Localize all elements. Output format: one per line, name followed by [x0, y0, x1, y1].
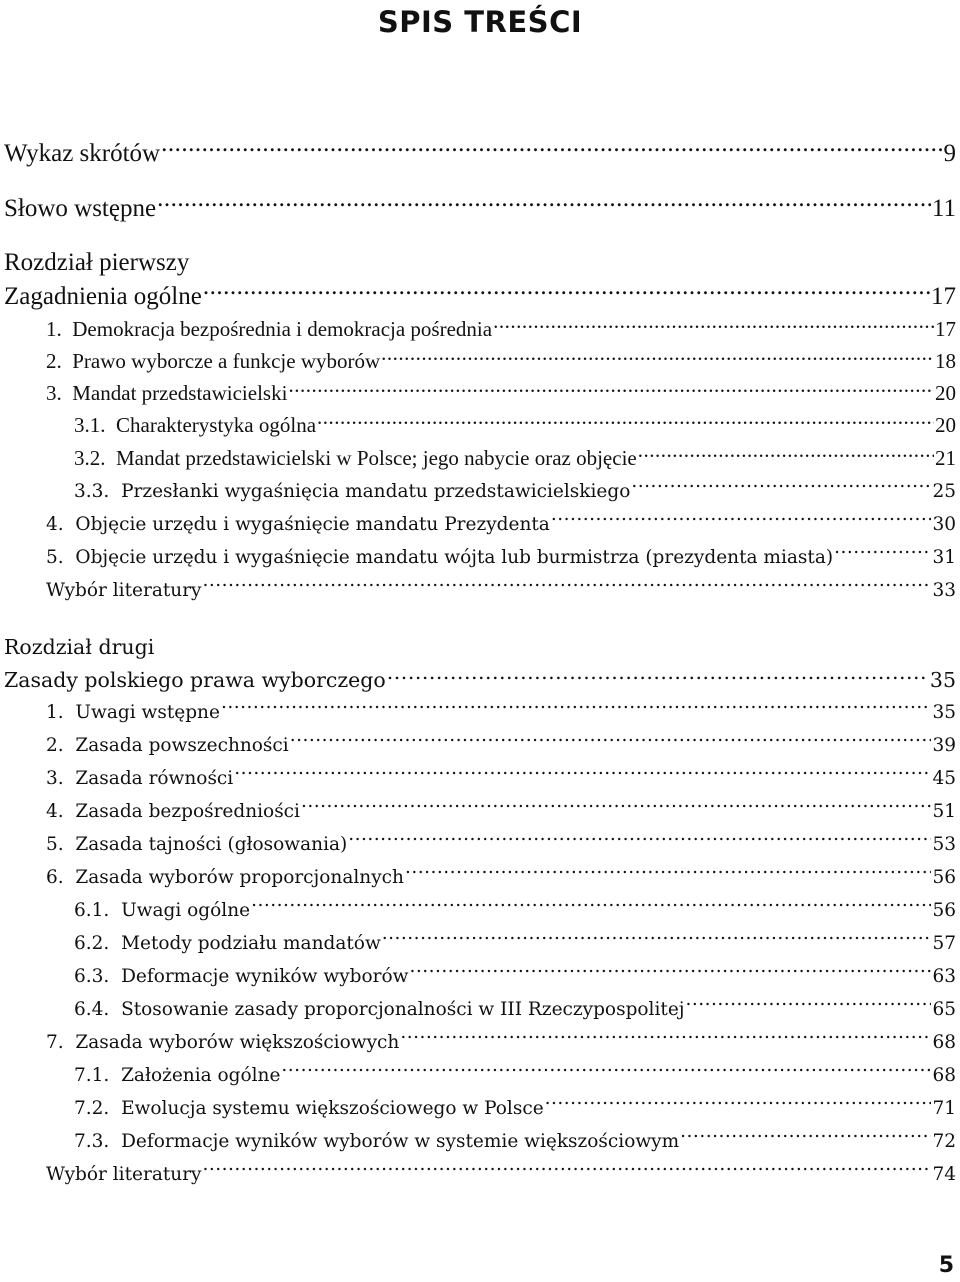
toc-entry-page: 30 — [932, 514, 956, 535]
toc-entry[interactable] — [0, 1061, 960, 1091]
toc-entry-page: 39 — [932, 735, 956, 756]
toc-entry-label: 6.3. Deformacje wyników wyborów — [74, 966, 409, 987]
dot-leader — [551, 512, 932, 531]
toc-entry-page: 68 — [932, 1032, 956, 1053]
toc-entry-page: 20 — [935, 381, 956, 405]
toc-entry[interactable] — [0, 962, 960, 992]
toc-entry[interactable] — [0, 410, 960, 440]
toc-entry-page: 51 — [932, 801, 956, 822]
dot-leader — [680, 1129, 931, 1148]
toc-entry-page: 31 — [932, 547, 956, 568]
toc-entry[interactable] — [0, 995, 960, 1025]
toc-entry-label: 3. Zasada równości — [46, 768, 234, 789]
toc-entry-page: 17 — [935, 317, 956, 341]
toc-entry-page: 9 — [943, 140, 956, 167]
dot-leader — [251, 898, 931, 917]
toc-entry-label: 6. Zasada wyborów proporcjonalnych — [46, 867, 404, 888]
dot-leader — [157, 191, 931, 216]
toc-entry-label: 4. Objęcie urzędu i wygaśnięcie mandatu Prezydenta — [46, 514, 550, 535]
toc-entry-bibliography[interactable] — [0, 576, 960, 606]
dot-leader — [382, 931, 932, 950]
toc-entry-page: 63 — [932, 966, 956, 987]
toc-entry-label: 5. Objęcie urzędu i wygaśnięcie mandatu wójta lub burmistrza (prezydenta miasta) — [46, 547, 834, 568]
toc-entry[interactable] — [0, 1028, 960, 1058]
dot-leader — [301, 799, 931, 818]
toc-entry-page: 17 — [931, 283, 956, 310]
toc-entry-page: 35 — [929, 668, 956, 692]
toc-entry-page: 35 — [932, 702, 956, 723]
toc-entry-page: 33 — [932, 580, 956, 601]
chapter-heading: Rozdział drugi — [4, 635, 155, 659]
toc-entry-label: Wybór literatury — [46, 1164, 202, 1185]
toc-entry-page: 71 — [932, 1098, 956, 1119]
chapter-title-entry[interactable] — [0, 665, 960, 695]
dot-leader — [493, 315, 934, 336]
toc-entry-page: 56 — [932, 900, 956, 921]
toc-entry-page: 11 — [931, 195, 956, 222]
toc-entry-page: 57 — [932, 933, 956, 954]
toc-entry-bibliography[interactable] — [0, 1160, 960, 1190]
toc-entry[interactable] — [0, 477, 960, 507]
toc-entry-page: 65 — [932, 999, 956, 1020]
toc-entry-label: 3. Mandat przedstawicielski — [46, 381, 288, 405]
page-number: 5 — [938, 1253, 954, 1278]
toc-entry[interactable] — [0, 896, 960, 926]
toc-entry-page: 56 — [932, 867, 956, 888]
toc-entry-foreword[interactable] — [0, 191, 960, 226]
toc-entry-page: 25 — [932, 481, 956, 502]
toc-entry-label: 3.2. Mandat przedstawicielski w Polsce; jego nabycie oraz objęcie — [74, 446, 637, 470]
dot-leader — [400, 1030, 931, 1049]
toc-entry-label: 1. Demokracja bezpośrednia i demokracja pośrednia — [46, 317, 493, 341]
toc-entry-label: 7.3. Deformacje wyników wyborów w systemie większościowym — [74, 1131, 680, 1152]
toc-entry-label: 7. Zasada wyborów większościowych — [46, 1032, 400, 1053]
toc-entry-label: 5. Zasada tajności (głosowania) — [46, 834, 348, 855]
toc-entry-label: 6.2. Metody podziału mandatów — [74, 933, 381, 954]
dot-leader — [203, 1162, 932, 1181]
dot-leader — [281, 1063, 931, 1082]
toc-entry-label: 4. Zasada bezpośredniości — [46, 801, 300, 822]
dot-leader — [686, 997, 932, 1016]
dot-leader — [317, 411, 934, 432]
toc-entry[interactable] — [0, 443, 960, 473]
toc-entry-page: 21 — [935, 446, 956, 470]
dot-leader — [405, 865, 932, 884]
toc-entry[interactable] — [0, 764, 960, 794]
toc-entry-label: 6.1. Uwagi ogólne — [74, 900, 251, 921]
toc-entry-page: 68 — [932, 1065, 956, 1086]
toc-entry-page: 74 — [932, 1164, 956, 1185]
toc-entry-label: Zasady polskiego prawa wyborczego — [4, 668, 386, 692]
toc-entry-label: 6.4. Stosowanie zasady proporcjonalności w III Rzeczypospolitej — [74, 999, 685, 1020]
toc-entry-label: Wykaz skrótów — [4, 140, 161, 167]
toc-entry-label: Wybór literatury — [46, 580, 202, 601]
toc-entry[interactable] — [0, 543, 960, 573]
toc-entry[interactable] — [0, 1094, 960, 1124]
toc-entry-label: 7.2. Ewolucja systemu większościowego w Polsce — [74, 1098, 544, 1119]
chapter-heading: Rozdział pierwszy — [4, 249, 190, 276]
toc-entry-page: 18 — [935, 349, 956, 373]
chapter-title-entry[interactable] — [0, 279, 960, 314]
dot-leader — [409, 964, 931, 983]
dot-leader — [288, 379, 934, 400]
toc-entry[interactable] — [0, 698, 960, 728]
toc-entry[interactable] — [0, 510, 960, 540]
toc-entry-page: 53 — [932, 834, 956, 855]
toc-entry-label: 3.3. Przesłanki wygaśnięcia mandatu przedstawicielskiego — [74, 481, 631, 502]
toc-entry[interactable] — [0, 731, 960, 761]
toc-entry-label: 3.1. Charakterystyka ogólna — [74, 413, 317, 437]
toc-entry[interactable] — [0, 830, 960, 860]
toc-entry-page: 20 — [935, 413, 956, 437]
toc-entry-label: Słowo wstępne — [4, 195, 157, 222]
toc-entry[interactable] — [0, 929, 960, 959]
page-title: SPIS TREŚCI — [377, 5, 583, 39]
toc-entry[interactable] — [0, 1127, 960, 1157]
toc-entry-label: 7.1. Założenia ogólne — [74, 1065, 281, 1086]
toc-entry-page: 45 — [932, 768, 956, 789]
toc-entry[interactable] — [0, 314, 960, 344]
dot-leader — [161, 136, 942, 161]
toc-entry[interactable] — [0, 863, 960, 893]
toc-entry-label: 2. Prawo wyborcze a funkcje wyborów — [46, 349, 381, 373]
dot-leader — [631, 479, 931, 498]
dot-leader — [203, 578, 932, 597]
toc-entry-label: 1. Uwagi wstępne — [46, 702, 220, 723]
dot-leader — [234, 766, 931, 785]
dot-leader — [290, 733, 932, 752]
toc-entry[interactable] — [0, 346, 960, 376]
toc-entry-page: 72 — [932, 1131, 956, 1152]
toc-entry[interactable] — [0, 378, 960, 408]
dot-leader — [221, 700, 932, 719]
dot-leader — [545, 1096, 932, 1115]
dot-leader — [348, 832, 931, 851]
dot-leader — [387, 667, 929, 688]
dot-leader — [638, 444, 934, 465]
toc-entry-abbreviations[interactable] — [0, 136, 960, 171]
dot-leader — [381, 347, 934, 368]
dot-leader — [834, 545, 931, 564]
toc-entry-label: Zagadnienia ogólne — [4, 283, 202, 310]
dot-leader — [203, 279, 930, 304]
toc-entry[interactable] — [0, 797, 960, 827]
toc-entry-label: 2. Zasada powszechności — [46, 735, 289, 756]
